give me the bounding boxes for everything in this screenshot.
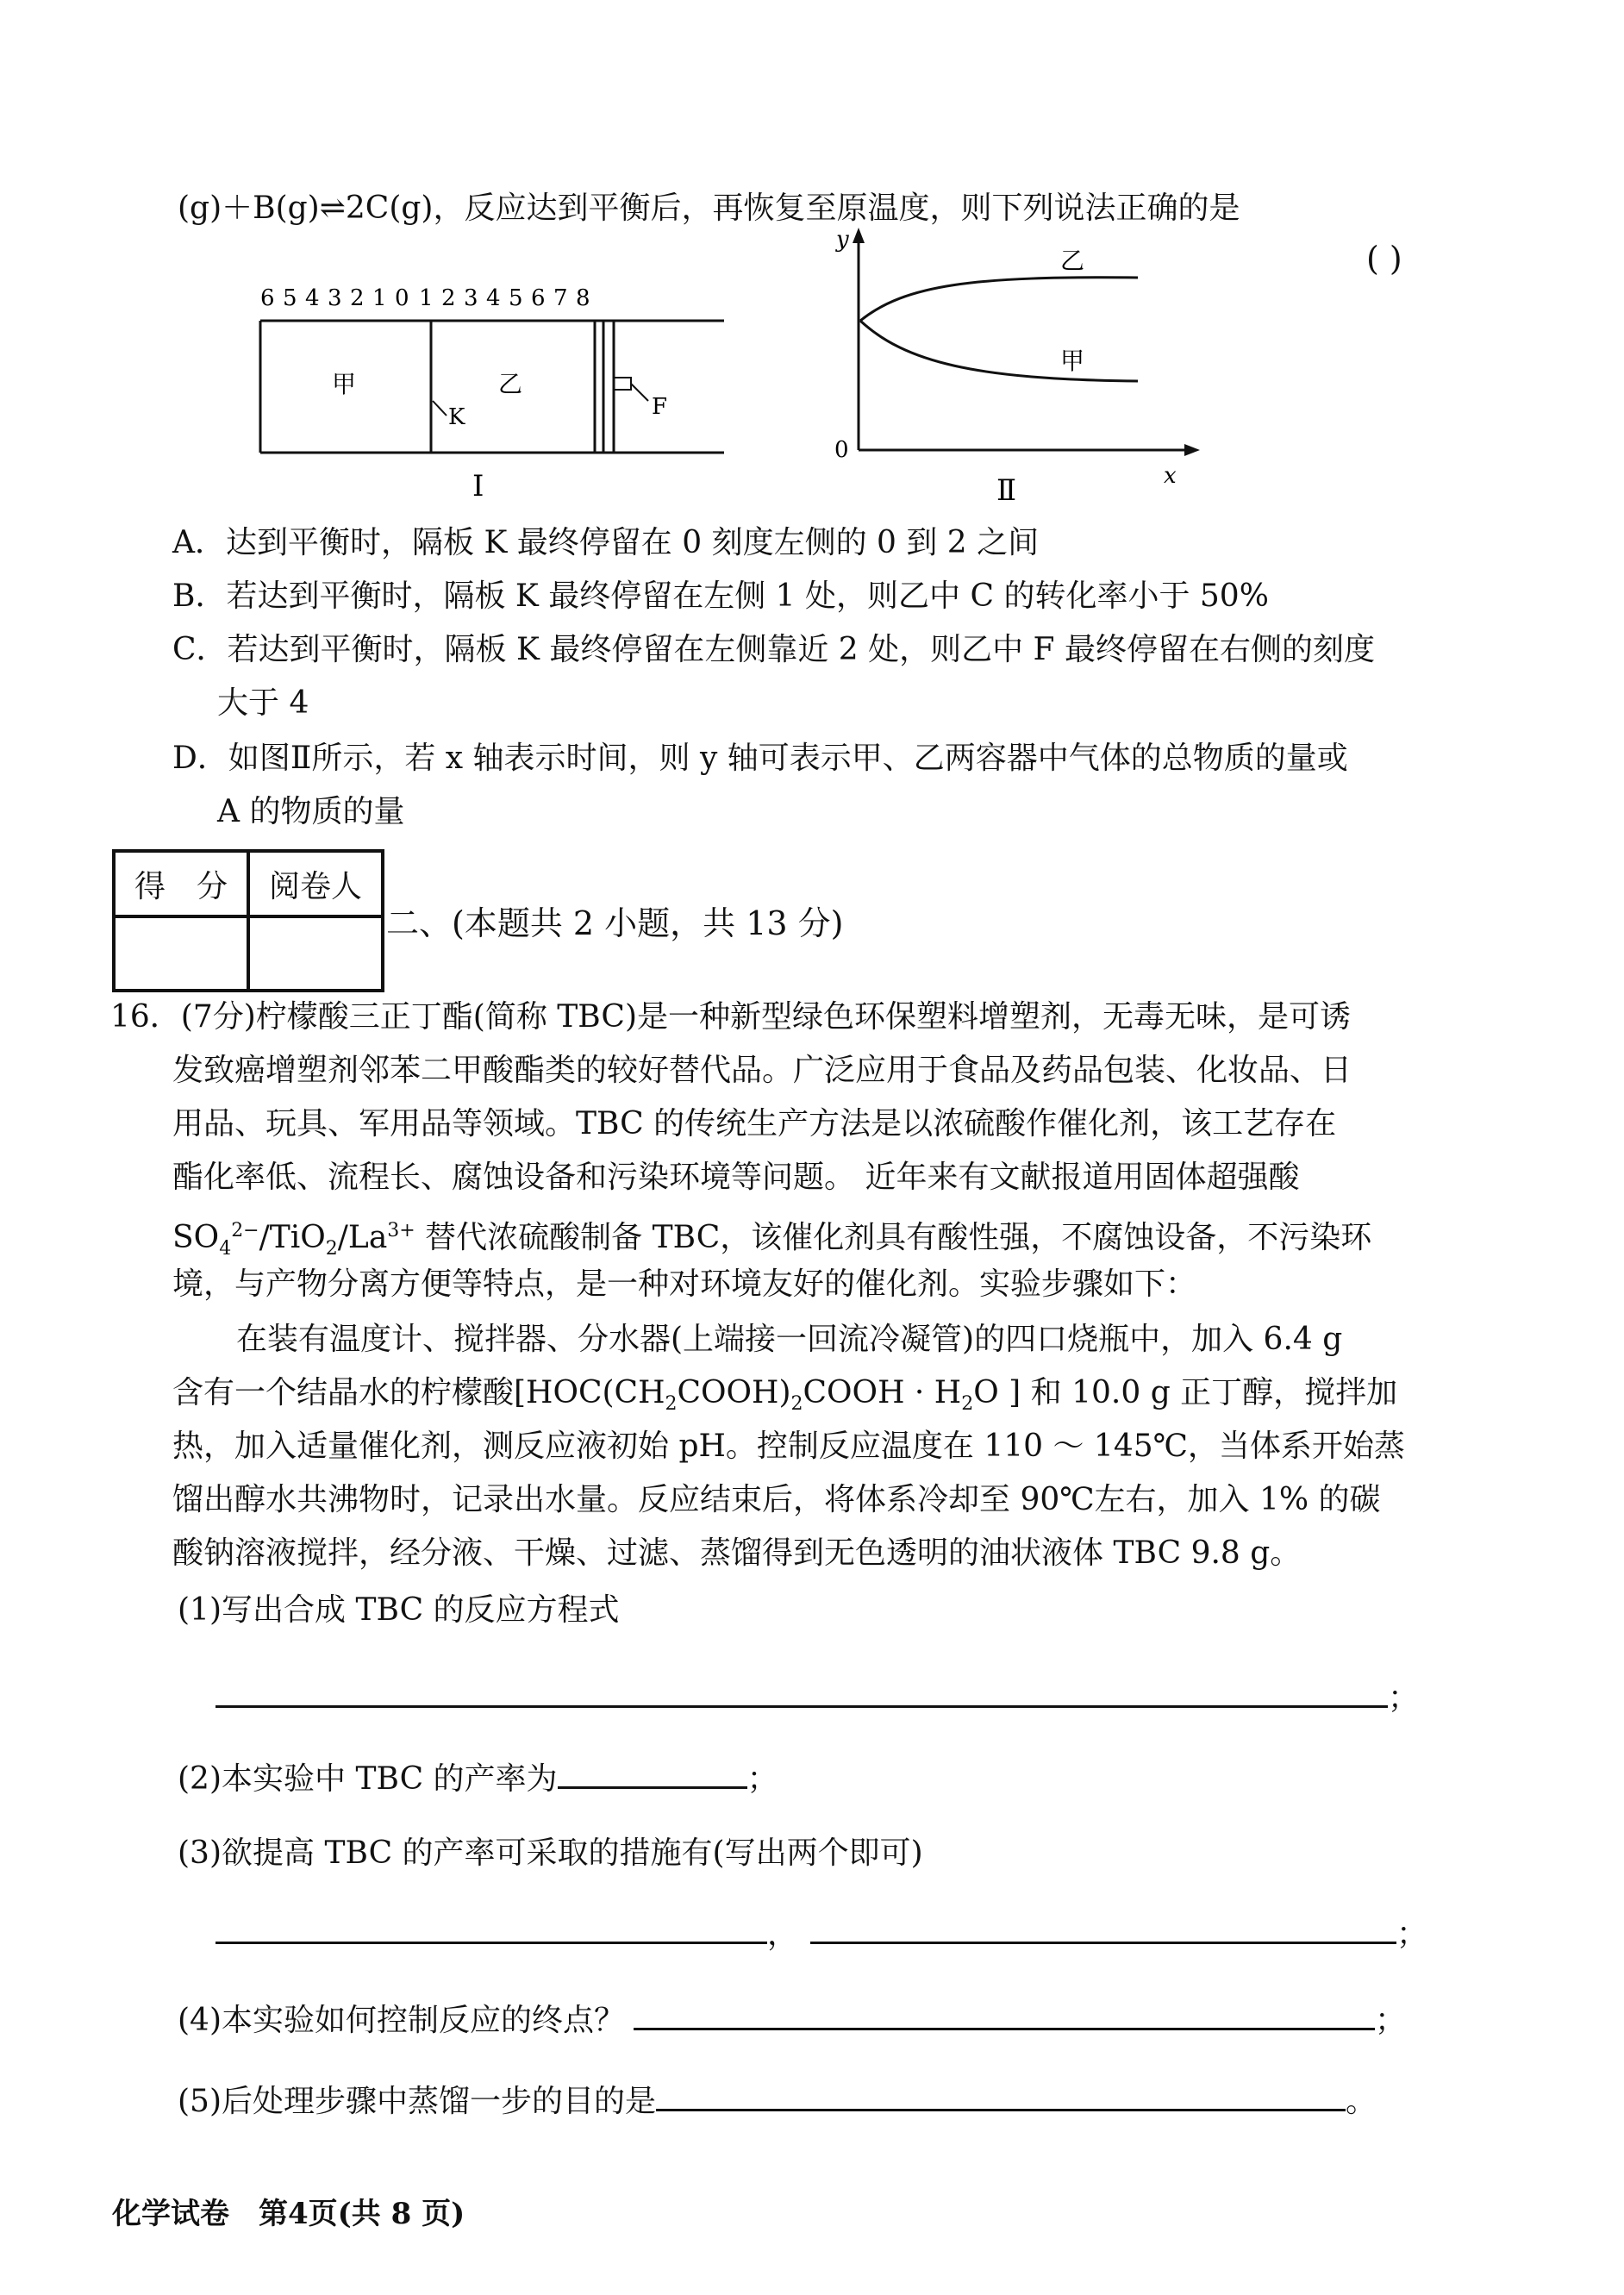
scale-right (419, 285, 590, 311)
curve-jia-label: 甲 (1060, 347, 1085, 375)
tick-label: 8 (576, 285, 590, 311)
curve-yi-label: 乙 (1060, 247, 1085, 275)
figure-graph (828, 224, 1207, 509)
answer-blank-3a[interactable] (215, 1912, 767, 1944)
answer-line-3: ， ； (215, 1912, 1427, 1954)
subq-2: (2)本实验中 TBC 的产率为 ； (178, 1757, 778, 1798)
curve-jia (860, 321, 1138, 381)
y-arrow (853, 228, 865, 243)
answer-parentheses: ( ) (1366, 240, 1402, 278)
grader-cell[interactable] (248, 916, 383, 991)
subq-3: (3)欲提高 TBC 的产率可采取的措施有(写出两个即可) (178, 1835, 923, 1871)
option-c: C．若达到平衡时，隔板 K 最终停留在左侧靠近 2 处，则乙中 F 最终停留在右侧的刻度 (172, 632, 1375, 667)
answer-line-1: ； (215, 1676, 1419, 1717)
q16-para2: 含有一个结晶水的柠檬酸[$HOC(CH_2COOH)_2COOH \cdot H_2O$ ] 和 10.0 g 正丁醇，搅拌加 (172, 1375, 1398, 1416)
tick-label: 3 (464, 285, 478, 311)
tick-label: 2 (441, 285, 456, 311)
grader-header: 阅卷人 (248, 851, 383, 916)
q16-line5: $SO_4^{2-}/TiO_2/La^{3+}$ 替代浓硫酸制备 TBC，该催化剂具有酸性强，不腐蚀设备，不污染环 (172, 1220, 1372, 1260)
answer-blank-3b[interactable] (810, 1912, 1396, 1944)
score-header: 得 分 (114, 851, 248, 916)
label-f: F (652, 394, 668, 420)
page-footer: 化学试卷 第4页(共 8 页) (112, 2197, 465, 2231)
subq-1: (1)写出合成 TBC 的反应方程式 (178, 1592, 620, 1628)
tick-label: 3 (328, 285, 342, 311)
q16-line2: 发致癌增塑剂邻苯二甲酸酯类的较好替代品。广泛应用于食品及药品包装、化妆品、日 (172, 1053, 1352, 1088)
tick-label: 6 (531, 285, 546, 311)
section-heading: 二、(本题共 2 小题，共 13 分) (386, 904, 844, 942)
tick-label: 5 (283, 285, 297, 311)
q16-para4: 馏出醇水共沸物时，记录出水量。反应结束后，将体系冷却至 90℃左右，加入 1% 的碳 (172, 1482, 1381, 1517)
q16-line3: 用品、玩具、军用品等领域。TBC 的传统生产方法是以浓硫酸作催化剂，该工艺存在 (172, 1106, 1337, 1141)
piston-f-handle (614, 378, 631, 390)
figure-caption: Ⅱ (996, 473, 1017, 508)
score-cell[interactable] (114, 916, 248, 991)
q16-para1: 在装有温度计、搅拌器、分水器(上端接一回流冷凝管)的四口烧瓶中，加入 6.4 g (236, 1322, 1343, 1357)
figure-caption: Ⅰ (472, 469, 484, 503)
origin-label: 0 (834, 437, 849, 463)
answer-blank-4[interactable] (634, 1998, 1375, 2030)
answer-blank-5[interactable] (656, 2079, 1346, 2111)
x-axis-label: x (1164, 463, 1177, 489)
option-a: A．达到平衡时，隔板 K 最终停留在 0 刻度左侧的 0 到 2 之间 (172, 525, 1040, 560)
scale-left (260, 285, 409, 311)
k-leader (433, 401, 447, 416)
subq-5: (5)后处理步骤中蒸馏一步的目的是 。 (178, 2079, 1377, 2121)
y-axis-label: y (836, 227, 849, 253)
answer-blank-2[interactable] (558, 1757, 747, 1789)
q16-para3: 热，加入适量催化剂，测反应液初始 pH。控制反应温度在 110 ～ 145℃，当体系开始蒸 (172, 1429, 1405, 1464)
tick-label: 5 (509, 285, 523, 311)
label-yi: 乙 (498, 370, 523, 398)
figure-container-diagram (241, 276, 741, 509)
score-table (112, 849, 384, 992)
option-d: D．如图Ⅱ所示，若 x 轴表示时间，则 y 轴可表示甲、乙两容器中气体的总物质的量或 (172, 741, 1348, 776)
option-d-cont: A 的物质的量 (217, 794, 405, 829)
answer-blank-1[interactable] (215, 1676, 1388, 1708)
tick-label: 4 (305, 285, 320, 311)
label-jia: 甲 (332, 370, 357, 398)
label-k: K (448, 404, 465, 430)
q16-line1: 16．(7分)柠檬酸三正丁酯(简称 TBC)是一种新型绿色环保塑料增塑剂，无毒无味，是可诱 (110, 999, 1352, 1035)
x-arrow (1184, 444, 1200, 456)
curve-yi (860, 278, 1138, 321)
tick-label: 4 (486, 285, 501, 311)
tick-label: 6 (260, 285, 275, 311)
tick-label: 1 (419, 285, 434, 311)
q16-line4: 酯化率低、流程长、腐蚀设备和污染环境等问题。 近年来有文献报道用固体超强酸 (172, 1160, 1300, 1195)
tick-label: 0 (395, 285, 409, 311)
q16-para5: 酸钠溶液搅拌，经分液、干燥、过滤、蒸馏得到无色透明的油状液体 TBC 9.8 g。 (172, 1535, 1302, 1571)
option-c-cont: 大于 4 (217, 685, 309, 721)
f-leader (631, 384, 648, 401)
option-b: B．若达到平衡时，隔板 K 最终停留在左侧 1 处，则乙中 C 的转化率小于 50% (172, 578, 1269, 614)
tick-label: 7 (553, 285, 568, 311)
tick-label: 1 (372, 285, 387, 311)
q16-line6: 境，与产物分离方便等特点，是一种对环境友好的催化剂。实验步骤如下： (172, 1266, 1197, 1302)
question-stem: (g)＋B(g)⇌2C(g)，反应达到平衡后，再恢复至原温度，则下列说法正确的是 (178, 191, 1240, 226)
subq-4: (4)本实验如何控制反应的终点？ ； (178, 1998, 1406, 2040)
tick-label: 2 (350, 285, 365, 311)
